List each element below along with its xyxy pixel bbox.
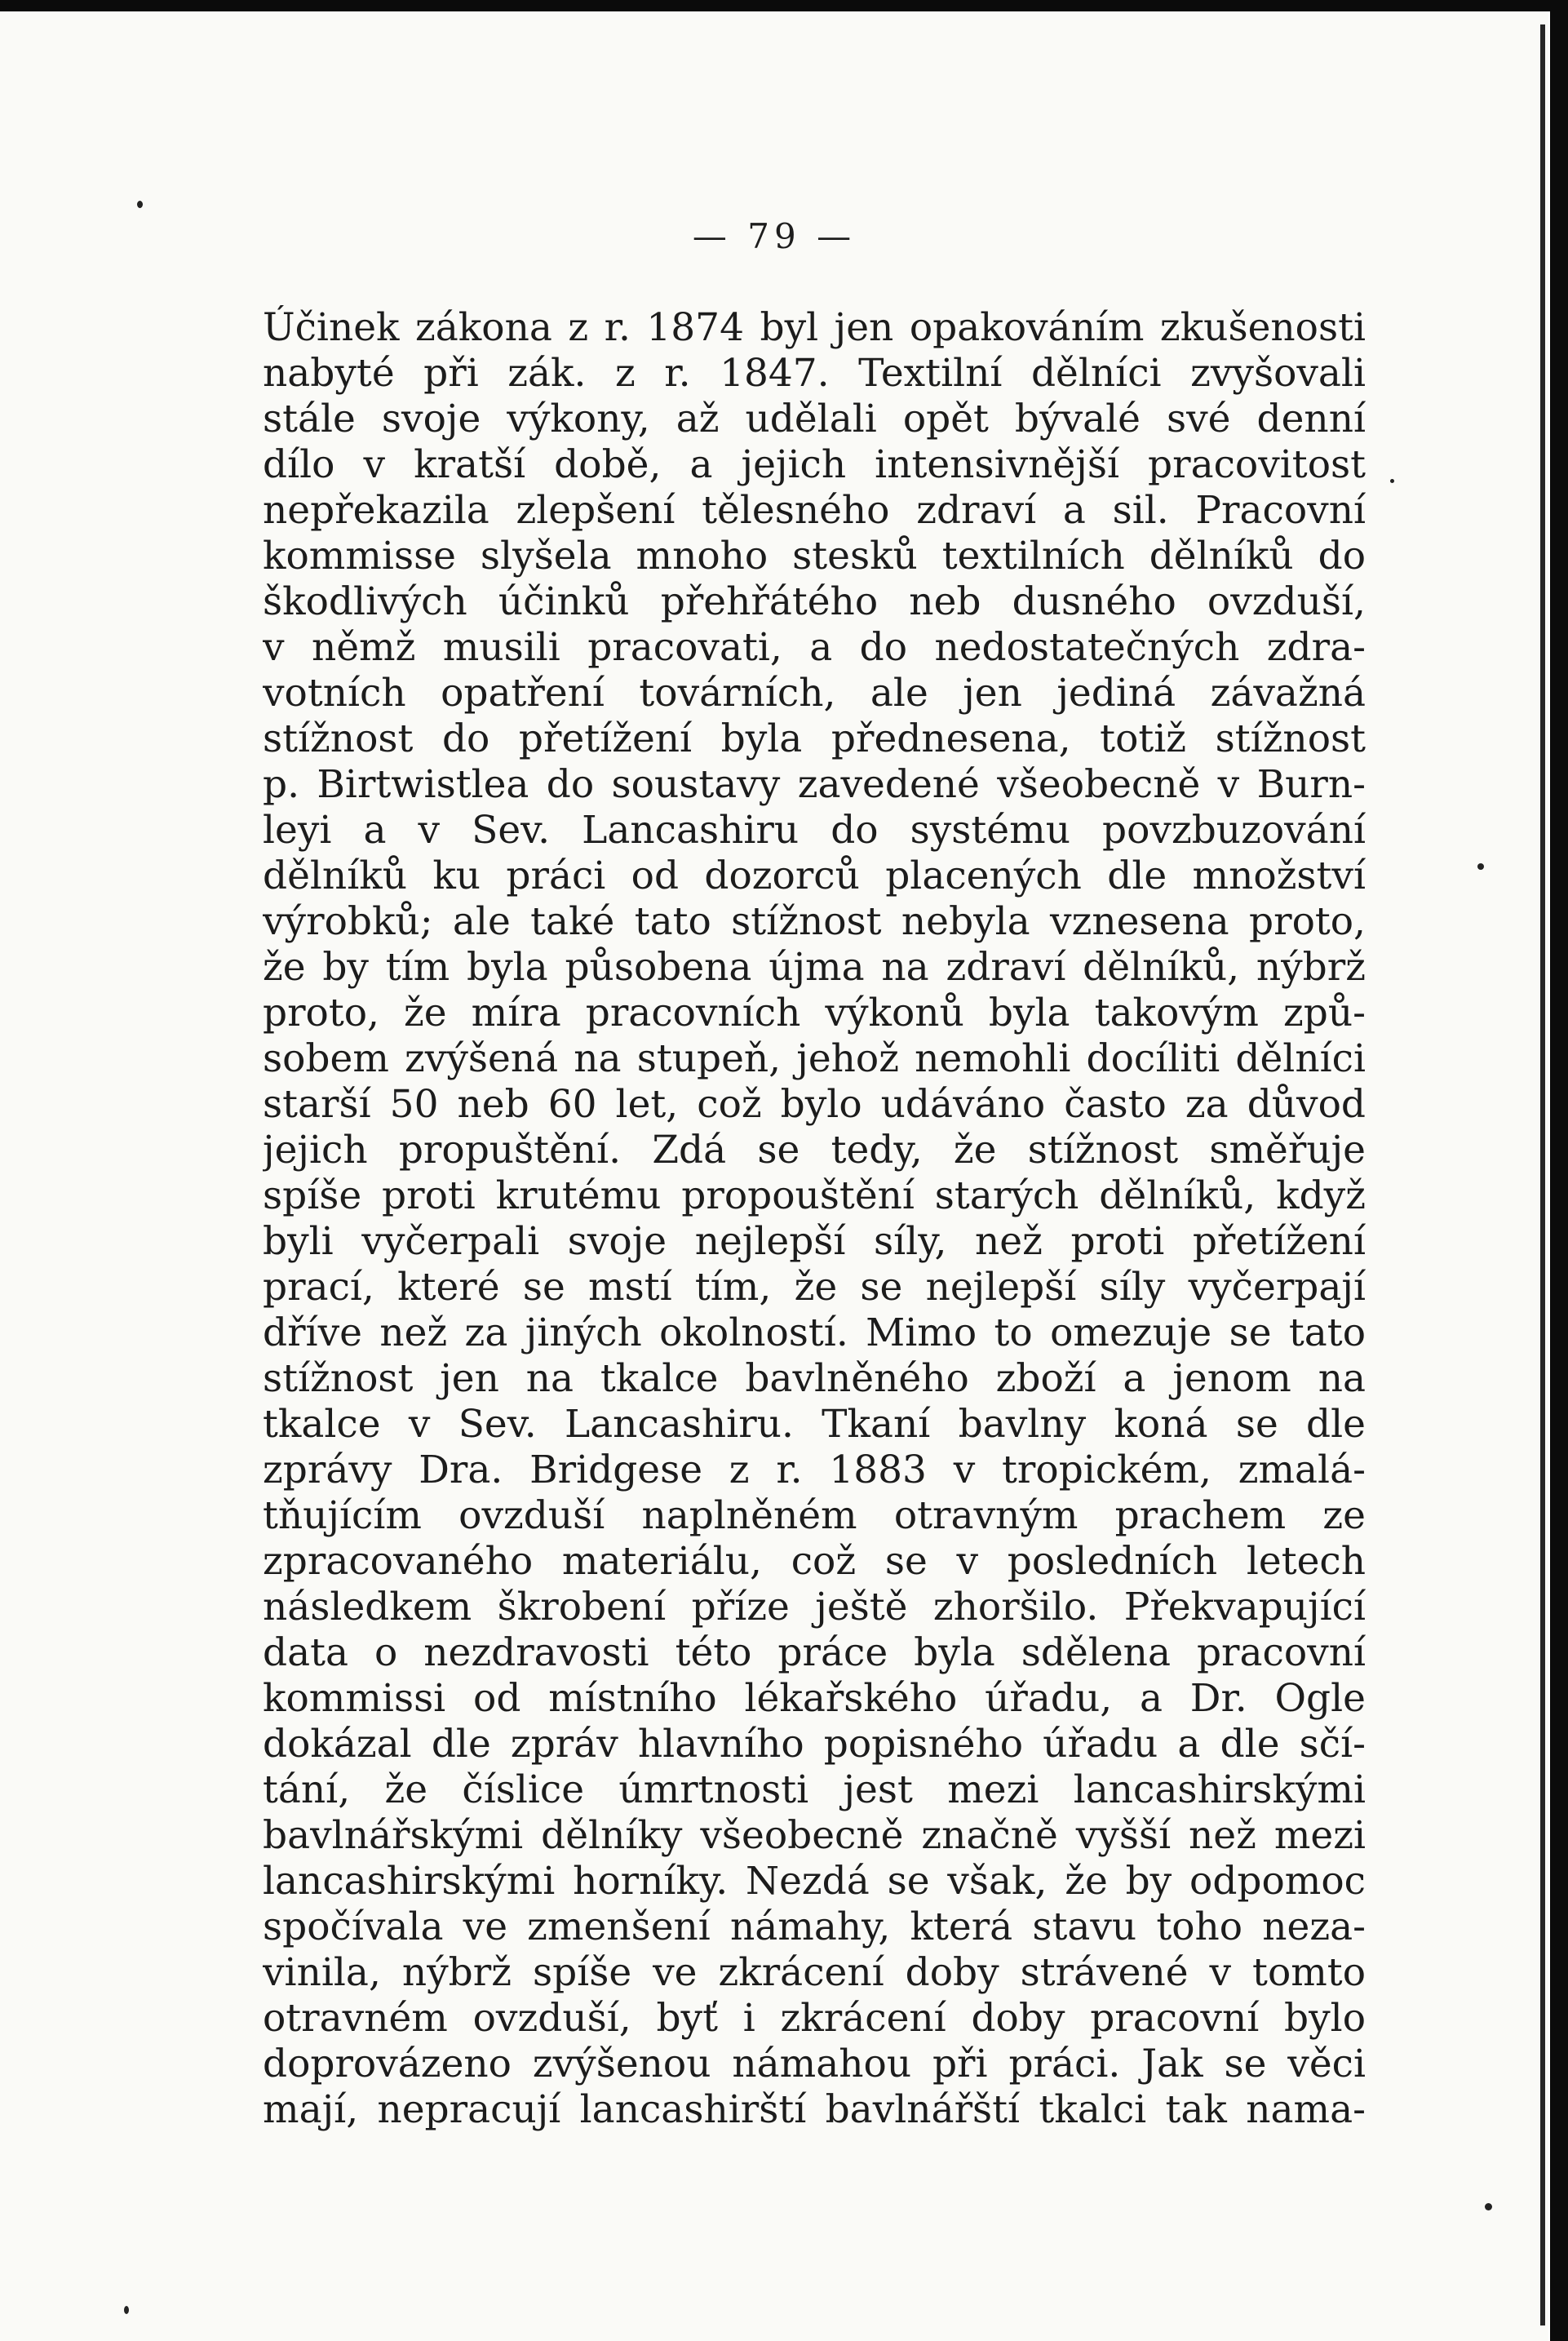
text-line: votních opatření továrních, ale jen jediná závažná [263, 671, 1366, 716]
scan-speck [124, 2306, 129, 2314]
text-line: jejich propuštění. Zdá se tedy, že stížnost směřuje [263, 1128, 1366, 1173]
text-line: kommissi od místního lékařského úřadu, a Dr. Ogle [263, 1676, 1366, 1721]
text-line: leyi a v Sev. Lancashiru do systému povzbuzování [263, 808, 1366, 853]
text-line: doprovázeno zvýšenou námahou při práci. Jak se věci [263, 2042, 1366, 2086]
scan-speck [137, 201, 143, 208]
text-line: stížnost do přetížení byla přednesena, totiž stížnost [263, 716, 1366, 761]
page-number: — 79 — [692, 216, 857, 256]
text-line: Účinek zákona z r. 1874 byl jen opakováním zkušenosti [263, 305, 1366, 350]
text-line: kommisse slyšela mnoho stesků textilních dělníků do [263, 534, 1366, 579]
text-line: dílo v kratší době, a jejich intensivnější pracovitost [263, 442, 1366, 487]
text-line: následkem škrobení příze ještě zhoršilo. Překvapující [263, 1585, 1366, 1629]
text-line: tňujícím ovzduší naplněném otravným prachem ze [263, 1493, 1366, 1538]
text-line: lancashirskými horníky. Nezdá se však, že by odpomoc [263, 1859, 1366, 1904]
text-line: otravném ovzduší, byť i zkrácení doby pracovní bylo [263, 1996, 1366, 2041]
text-line: vinila, nýbrž spíše ve zkrácení doby strávené v tomto [263, 1950, 1366, 1995]
text-line: byli vyčerpali svoje nejlepší síly, než proti přetížení [263, 1219, 1366, 1264]
text-line: škodlivých účinků přehřátého neb dusného ovzduší, [263, 579, 1366, 624]
text-line: tkalce v Sev. Lancashiru. Tkaní bavlny koná se dle [263, 1402, 1366, 1447]
scan-speck [1477, 863, 1484, 870]
text-line: starší 50 neb 60 let, což bylo udáváno často za důvod [263, 1082, 1366, 1127]
text-line: spíše proti krutému propouštění starých dělníků, když [263, 1173, 1366, 1218]
text-line: dříve než za jiných okolností. Mimo to omezuje se tato [263, 1310, 1366, 1355]
text-line: výrobků; ale také tato stížnost nebyla vznesena proto, [263, 899, 1366, 944]
scan-right-shadow [1540, 24, 1545, 2325]
scan-speck [1485, 2203, 1492, 2210]
text-line: zpracovaného materiálu, což se v posledních letech [263, 1539, 1366, 1584]
scan-top-border [0, 0, 1568, 11]
text-line: zprávy Dra. Bridgese z r. 1883 v tropickém, zmalá- [263, 1448, 1366, 1492]
text-line: stále svoje výkony, až udělali opět bývalé své denní [263, 397, 1366, 441]
scan-speck [1390, 479, 1394, 483]
text-line: tání, že číslice úmrtnosti jest mezi lancashirskými [263, 1767, 1366, 1812]
text-line: sobem zvýšená na stupeň, jehož nemohli docíliti dělníci [263, 1036, 1366, 1081]
text-line: nepřekazila zlepšení tělesného zdraví a sil. Pracovní [263, 488, 1366, 533]
text-line: bavlnářskými dělníky všeobecně značně vyšší než mezi [263, 1813, 1366, 1858]
text-line: p. Birtwistlea do soustavy zavedené všeobecně v Burn- [263, 762, 1366, 807]
scan-right-border [1550, 0, 1568, 2341]
text-line: nabyté při zák. z r. 1847. Textilní dělníci zvyšovali [263, 351, 1366, 396]
text-line: proto, že míra pracovních výkonů byla takovým způ- [263, 991, 1366, 1035]
text-line: dělníků ku práci od dozorců placených dle množství [263, 853, 1366, 898]
text-line: že by tím byla působena újma na zdraví dělníků, nýbrž [263, 945, 1366, 990]
text-line: v němž musili pracovati, a do nedostatečných zdra- [263, 625, 1366, 670]
text-line: spočívala ve zmenšení námahy, která stavu toho neza- [263, 1904, 1366, 1949]
body-text [263, 305, 1366, 2133]
text-line: stížnost jen na tkalce bavlněného zboží a jenom na [263, 1356, 1366, 1401]
text-line: data o nezdravosti této práce byla sdělena pracovní [263, 1630, 1366, 1675]
book-page [0, 11, 1548, 2341]
text-line: dokázal dle zpráv hlavního popisného úřadu a dle sčí- [263, 1722, 1366, 1767]
text-line: mají, nepracují lancashirští bavlnářští tkalci tak nama- [263, 2087, 1366, 2132]
text-line: prací, které se mstí tím, že se nejlepší síly vyčerpají [263, 1265, 1366, 1310]
